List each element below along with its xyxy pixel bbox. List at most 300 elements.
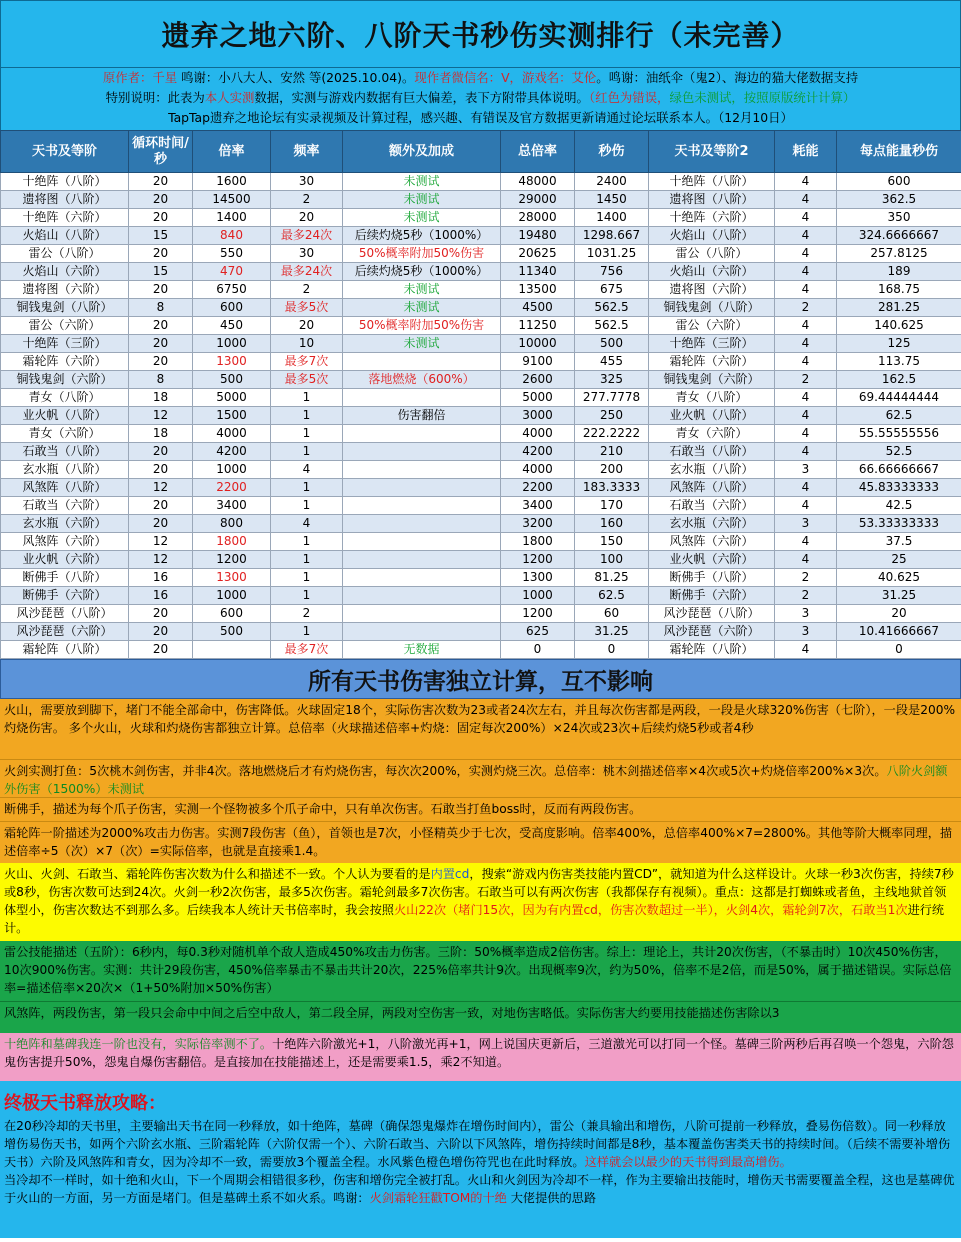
- table-row: [1, 587, 961, 605]
- cell-dps-per-energy: 25: [837, 551, 961, 569]
- cell-dps-per-energy: 362.5: [837, 191, 961, 209]
- table-row: [1, 497, 961, 515]
- cell-tome-2: 青女（八阶）: [649, 389, 775, 407]
- cell-multiplier: 1500: [193, 407, 271, 425]
- cell-dps-per-energy: 324.6666667: [837, 227, 961, 245]
- header-energy: 耗能: [775, 131, 837, 173]
- cell-multiplier: 1400: [193, 209, 271, 227]
- cell-multiplier: 1300: [193, 569, 271, 587]
- cell-dps: 100: [575, 551, 649, 569]
- cell-tome-2: 十绝阵（三阶）: [649, 335, 775, 353]
- cell-dps: 170: [575, 497, 649, 515]
- cell-multiplier: 3400: [193, 497, 271, 515]
- cell-frequency: 1: [271, 533, 343, 551]
- cell-tome-2: 风沙琵琶（六阶）: [649, 623, 775, 641]
- cell-energy: 4: [775, 281, 837, 299]
- cell-extra: [343, 587, 501, 605]
- cell-frequency: 1: [271, 587, 343, 605]
- note-huojian: [0, 759, 961, 797]
- note-internal-cd: [0, 863, 961, 941]
- legend-green: 绿色未测试，按照原版统计计算）: [669, 90, 856, 105]
- cell-total: 9100: [501, 353, 575, 371]
- cell-tome-2: 遗将图（六阶）: [649, 281, 775, 299]
- cell-total: 10000: [501, 335, 575, 353]
- header-frequency: 频率: [271, 131, 343, 173]
- cell-dps-per-energy: 45.83333333: [837, 479, 961, 497]
- cell-energy: 3: [775, 605, 837, 623]
- header-multiplier: 倍率: [193, 131, 271, 173]
- cell-tome-2: 业火帆（六阶）: [649, 551, 775, 569]
- cell-energy: 4: [775, 497, 837, 515]
- cell-tome: 遗将图（六阶）: [1, 281, 129, 299]
- cell-tome: 石敢当（八阶）: [1, 443, 129, 461]
- cell-tome-2: 十绝阵（六阶）: [649, 209, 775, 227]
- cell-frequency: 1: [271, 389, 343, 407]
- cell-cycle: 15: [129, 227, 193, 245]
- cell-dps: 1298.667: [575, 227, 649, 245]
- cell-tome: 火焰山（六阶）: [1, 263, 129, 281]
- cell-multiplier: 600: [193, 299, 271, 317]
- cell-tome-2: 遗将图（八阶）: [649, 191, 775, 209]
- cell-extra: 未测试: [343, 209, 501, 227]
- note-pink-untested: 十绝阵和墓碑我连一阶也没有，实际倍率测不了。: [4, 1037, 273, 1051]
- cell-tome: 火焰山（八阶）: [1, 227, 129, 245]
- table-row: [1, 443, 961, 461]
- cell-extra: 未测试: [343, 281, 501, 299]
- cell-cycle: 20: [129, 281, 193, 299]
- cell-extra: [343, 623, 501, 641]
- cell-total: 1200: [501, 551, 575, 569]
- cell-energy: 2: [775, 371, 837, 389]
- note-shuanglun: 霜轮阵一阶描述为2000%攻击力伤害。实测7段伤害（鱼），首领也是7次，小怪精英少于七次，受高度影响。倍率400%，总倍率400%×7=2800%。其他等阶大概率同理，描述倍率÷5（次）×7（次）=实际倍率，也就是直接乘1.4。: [0, 821, 961, 863]
- cell-total: 3400: [501, 497, 575, 515]
- cell-frequency: 最多7次: [271, 641, 343, 659]
- cell-dps-per-energy: 69.44444444: [837, 389, 961, 407]
- cell-multiplier: 4200: [193, 443, 271, 461]
- header-tome-2: 天书及等阶2: [649, 131, 775, 173]
- cell-dps: 62.5: [575, 587, 649, 605]
- cell-energy: 3: [775, 515, 837, 533]
- cell-tome: 石敢当（六阶）: [1, 497, 129, 515]
- note-duanfo: 断佛手，描述为每个爪子伤害，实测一个怪物被多个爪子命中，只有单次伤害。石敢当打鱼boss时，反而有两段伤害。: [0, 797, 961, 821]
- cell-energy: 4: [775, 533, 837, 551]
- cell-dps: 562.5: [575, 299, 649, 317]
- cell-energy: 4: [775, 173, 837, 191]
- note-leigong: 雷公技能描述（五阶）：6秒内，每0.3秒对随机单个敌人造成450%攻击力伤害。三阶：50%概率造成2倍伤害。综上：理论上，共计20次伤害，（不暴击时）10次450%伤害，10次900%伤害。实测：共计29段伤害，450%倍率暴击不暴击共计20次，225%倍率共计9次。出现概率9次，约为50%，倍率不是2倍，而是50%，属于描述错误。实际总倍率=描述倍率×20次×（1+50%附加×50%伤害）: [0, 941, 961, 1001]
- cell-extra: 50%概率附加50%伤害: [343, 245, 501, 263]
- cell-tome: 风煞阵（八阶）: [1, 479, 129, 497]
- cell-extra: 落地燃烧（600%）: [343, 371, 501, 389]
- cell-multiplier: 1800: [193, 533, 271, 551]
- cell-tome-2: 玄水瓶（八阶）: [649, 461, 775, 479]
- cell-cycle: 8: [129, 371, 193, 389]
- current-author: 现作者微信名：V，游戏名：艾伦: [414, 70, 597, 85]
- cell-extra: [343, 605, 501, 623]
- cell-dps: 562.5: [575, 317, 649, 335]
- table-row: [1, 533, 961, 551]
- cell-dps: 1450: [575, 191, 649, 209]
- cell-frequency: 最多24次: [271, 263, 343, 281]
- cell-dps: 200: [575, 461, 649, 479]
- cell-frequency: 2: [271, 605, 343, 623]
- legend-red: （红色为错误，: [588, 90, 670, 105]
- cell-energy: 4: [775, 407, 837, 425]
- cell-extra: 50%概率附加50%伤害: [343, 317, 501, 335]
- cell-dps: 1031.25: [575, 245, 649, 263]
- cell-dps-per-energy: 0: [837, 641, 961, 659]
- cell-cycle: 20: [129, 191, 193, 209]
- note-pink-text: 十绝阵六阶激光+1，八阶激光再+1，网上说国庆更新后，三道激光可以打同一个怪。墓碑三阶两秒后再召唤一个怨鬼，六阶怨鬼伤害提升50%，怨鬼自爆伤害翻倍。是直接加在技能描述上，还是需要乘1.5，乘2不知道。: [4, 1037, 954, 1069]
- cell-extra: 伤害翻倍: [343, 407, 501, 425]
- table-row: [1, 335, 961, 353]
- cell-extra: 后续灼烧5秒（1000%）: [343, 227, 501, 245]
- cell-dps-per-energy: 281.25: [837, 299, 961, 317]
- cell-tome: 玄水瓶（六阶）: [1, 515, 129, 533]
- header-extra: 额外及加成: [343, 131, 501, 173]
- note-huojian-text: 火剑实测打鱼：5次桃木剑伤害，并非4次。落地燃烧后才有灼烧伤害，每次次200%，实测灼烧三次。总倍率：桃木剑描述倍率×4次或5次+灼烧倍率200%×3次。: [4, 764, 887, 778]
- cell-multiplier: 6750: [193, 281, 271, 299]
- cell-dps: 160: [575, 515, 649, 533]
- cell-total: 4000: [501, 425, 575, 443]
- table-row: [1, 605, 961, 623]
- cell-cycle: 16: [129, 587, 193, 605]
- cell-energy: 4: [775, 389, 837, 407]
- cell-extra: 未测试: [343, 173, 501, 191]
- cell-dps-per-energy: 53.33333333: [837, 515, 961, 533]
- cell-dps: 250: [575, 407, 649, 425]
- cell-frequency: 最多5次: [271, 371, 343, 389]
- cell-extra: [343, 497, 501, 515]
- cell-total: 48000: [501, 173, 575, 191]
- table-row: [1, 623, 961, 641]
- cell-extra: [343, 551, 501, 569]
- cell-extra: [343, 461, 501, 479]
- note-cd-text-2: ，搜索“游戏内伤害类技能内置CD”，就知道为什么这样设计。火球一秒3次伤害，持续7秒或8秒，伤害次数可达到24次。火剑一秒2次伤害，最多5次伤害。霜轮剑最多7次伤害。石敢当可以有两次伤害（我都保存有视频）。重点：这都是打蜘蛛或者鱼，主线地狱首领体型小，伤害次数达不到那么多。后续我本人统计天书倍率时，我会按照: [4, 867, 954, 917]
- cell-cycle: 20: [129, 497, 193, 515]
- note-cd-counts: 火山22次（堵门15次，因为有内置cd，伤害次数超过一半），火剑4次，霜轮剑7次，石敢当1次: [394, 903, 908, 917]
- cell-tome: 十绝阵（八阶）: [1, 173, 129, 191]
- cell-dps: 756: [575, 263, 649, 281]
- cell-frequency: 2: [271, 191, 343, 209]
- cell-dps: 675: [575, 281, 649, 299]
- table-row: [1, 227, 961, 245]
- cell-multiplier: 1200: [193, 551, 271, 569]
- cell-cycle: 18: [129, 389, 193, 407]
- cell-total: 20625: [501, 245, 575, 263]
- cell-dps: 222.2222: [575, 425, 649, 443]
- cell-dps-per-energy: 168.75: [837, 281, 961, 299]
- cell-dps-per-energy: 257.8125: [837, 245, 961, 263]
- cell-tome: 雷公（八阶）: [1, 245, 129, 263]
- table-row: [1, 353, 961, 371]
- page-title: 遗弃之地六阶、八阶天书秒伤实测排行（未完善）: [0, 0, 961, 68]
- cell-tome-2: 铜钱鬼剑（六阶）: [649, 371, 775, 389]
- cell-cycle: 15: [129, 263, 193, 281]
- cell-tome-2: 火焰山（六阶）: [649, 263, 775, 281]
- cell-total: 1800: [501, 533, 575, 551]
- table-header-row: [1, 131, 961, 173]
- cell-extra: [343, 425, 501, 443]
- header-cycle: 循环时间/秒: [129, 131, 193, 173]
- cell-energy: 2: [775, 569, 837, 587]
- cell-tome: 十绝阵（三阶）: [1, 335, 129, 353]
- cell-frequency: 1: [271, 497, 343, 515]
- cell-energy: 4: [775, 263, 837, 281]
- cell-frequency: 1: [271, 425, 343, 443]
- cell-total: 11250: [501, 317, 575, 335]
- cell-cycle: 8: [129, 299, 193, 317]
- table-row: [1, 569, 961, 587]
- table-row: [1, 191, 961, 209]
- cell-multiplier: 1300: [193, 353, 271, 371]
- cell-tome-2: 铜钱鬼剑（八阶）: [649, 299, 775, 317]
- cell-multiplier: 450: [193, 317, 271, 335]
- cell-dps-per-energy: 40.625: [837, 569, 961, 587]
- cell-total: 3000: [501, 407, 575, 425]
- cell-frequency: 最多7次: [271, 353, 343, 371]
- cell-total: 1200: [501, 605, 575, 623]
- cell-extra: 未测试: [343, 335, 501, 353]
- cell-frequency: 1: [271, 407, 343, 425]
- header-total: 总倍率: [501, 131, 575, 173]
- cell-multiplier: 800: [193, 515, 271, 533]
- cell-tome: 风沙琵琶（八阶）: [1, 605, 129, 623]
- cell-total: 19480: [501, 227, 575, 245]
- cell-extra: 后续灼烧5秒（1000%）: [343, 263, 501, 281]
- cell-tome-2: 青女（六阶）: [649, 425, 775, 443]
- ranking-table: [0, 130, 961, 659]
- cell-dps: 81.25: [575, 569, 649, 587]
- table-row: [1, 407, 961, 425]
- table-row: [1, 263, 961, 281]
- cell-dps-per-energy: 113.75: [837, 353, 961, 371]
- cell-dps: 2400: [575, 173, 649, 191]
- cell-frequency: 10: [271, 335, 343, 353]
- note-shijue-mubei: [0, 1033, 961, 1081]
- cell-total: 625: [501, 623, 575, 641]
- cell-dps-per-energy: 42.5: [837, 497, 961, 515]
- cell-tome-2: 石敢当（八阶）: [649, 443, 775, 461]
- cell-total: 29000: [501, 191, 575, 209]
- cell-tome-2: 雷公（八阶）: [649, 245, 775, 263]
- cell-dps-per-energy: 600: [837, 173, 961, 191]
- table-row: [1, 389, 961, 407]
- cell-dps-per-energy: 31.25: [837, 587, 961, 605]
- table-row: [1, 281, 961, 299]
- cell-energy: 4: [775, 245, 837, 263]
- cell-extra: [343, 353, 501, 371]
- cell-frequency: 4: [271, 461, 343, 479]
- cell-dps: 183.3333: [575, 479, 649, 497]
- cell-tome-2: 霜轮阵（六阶）: [649, 353, 775, 371]
- cell-cycle: 12: [129, 533, 193, 551]
- cell-cycle: 20: [129, 605, 193, 623]
- cell-dps: 500: [575, 335, 649, 353]
- cell-total: 28000: [501, 209, 575, 227]
- cell-tome-2: 风煞阵（六阶）: [649, 533, 775, 551]
- cell-extra: [343, 515, 501, 533]
- cell-dps-per-energy: 66.66666667: [837, 461, 961, 479]
- cell-tome-2: 业火帆（八阶）: [649, 407, 775, 425]
- forum-line: TapTap遗弃之地论坛有实录视频及计算过程，感兴趣、有错误及官方数据更新请通过论坛联系本人。（12月10日）: [168, 110, 793, 125]
- cell-energy: 2: [775, 299, 837, 317]
- cell-dps-per-energy: 20: [837, 605, 961, 623]
- cell-tome: 业火帆（六阶）: [1, 551, 129, 569]
- cell-frequency: 1: [271, 569, 343, 587]
- cell-multiplier: 1000: [193, 335, 271, 353]
- table-row: [1, 551, 961, 569]
- note-huojian-untested: 八阶火剑额外伤害（1500%）未测试: [4, 764, 948, 796]
- cell-tome-2: 风煞阵（八阶）: [649, 479, 775, 497]
- cell-extra: [343, 389, 501, 407]
- cell-multiplier: 5000: [193, 389, 271, 407]
- cell-tome-2: 十绝阵（八阶）: [649, 173, 775, 191]
- table-row: [1, 173, 961, 191]
- cell-frequency: 1: [271, 623, 343, 641]
- cell-multiplier: 600: [193, 605, 271, 623]
- cell-total: 13500: [501, 281, 575, 299]
- info-section: [0, 68, 961, 130]
- cell-tome: 风沙琵琶（六阶）: [1, 623, 129, 641]
- cell-tome: 铜钱鬼剑（八阶）: [1, 299, 129, 317]
- cell-dps: 0: [575, 641, 649, 659]
- cell-dps-per-energy: 10.41666667: [837, 623, 961, 641]
- cell-cycle: 20: [129, 317, 193, 335]
- cell-energy: 4: [775, 353, 837, 371]
- cell-frequency: 20: [271, 317, 343, 335]
- cell-extra: [343, 569, 501, 587]
- cell-frequency: 2: [271, 281, 343, 299]
- guide-paragraph-1: [4, 1117, 957, 1171]
- cell-dps: 325: [575, 371, 649, 389]
- cell-tome: 遗将图（八阶）: [1, 191, 129, 209]
- cell-frequency: 1: [271, 443, 343, 461]
- cell-dps-per-energy: 52.5: [837, 443, 961, 461]
- guide-p2-text: 当冷却不一样时，如十绝和火山，下一个周期会相错很多秒，伤害和增伤完全被打乱。火山和火剑因为冷却不一样，作为主要输出技能时，增伤天书需要覆盖全程，这也是墓碑优于火山的一方面，另一方面是堵门。但是墓碑土系不如火系。鸣谢：: [4, 1173, 955, 1205]
- note-text: 特别说明：此表为: [105, 90, 205, 105]
- cell-cycle: 20: [129, 641, 193, 659]
- original-author: 原作者：千星: [102, 70, 178, 85]
- cell-tome-2: 断佛手（六阶）: [649, 587, 775, 605]
- cell-cycle: 12: [129, 551, 193, 569]
- cell-energy: 4: [775, 191, 837, 209]
- header-dps-per-energy: 每点能量秒伤: [837, 131, 961, 173]
- guide-p1-highlight: 这样就会以最少的天书得到最高增伤。: [584, 1155, 792, 1169]
- cell-tome-2: 玄水瓶（六阶）: [649, 515, 775, 533]
- cell-frequency: 最多5次: [271, 299, 343, 317]
- cell-energy: 2: [775, 587, 837, 605]
- note-huoshan: 火山，需要放到脚下，堵门不能全部命中，伤害降低。火球固定18个，实际伤害次数为23或者24次左右，并且每次伤害都是两段，一段是火球320%伤害（七阶），一段是200%灼烧伤害。 多个火山，火球和灼烧伤害都独立计算。总倍率（火球描述倍率+灼烧：固定每次200%）×24次或23次+后续灼烧5秒或者4秒: [0, 699, 961, 759]
- cell-tome-2: 霜轮阵（八阶）: [649, 641, 775, 659]
- cell-tome: 玄水瓶（八阶）: [1, 461, 129, 479]
- cell-dps-per-energy: 62.5: [837, 407, 961, 425]
- table-row: [1, 299, 961, 317]
- cell-dps-per-energy: 140.625: [837, 317, 961, 335]
- cell-cycle: 20: [129, 335, 193, 353]
- cell-multiplier: 500: [193, 623, 271, 641]
- cell-tome: 十绝阵（六阶）: [1, 209, 129, 227]
- cell-dps-per-energy: 125: [837, 335, 961, 353]
- header-dps: 秒伤: [575, 131, 649, 173]
- table-row: [1, 317, 961, 335]
- cell-extra: 未测试: [343, 191, 501, 209]
- thanks-text-2: 。鸣谢：油纸伞（鬼2）、海边的猫大佬数据支持: [596, 70, 859, 85]
- note-cd-text: 火山、火剑、石敢当、霜轮阵伤害次数为什么和描述不一致。个人认为要看的是: [4, 867, 431, 881]
- cell-tome: 断佛手（八阶）: [1, 569, 129, 587]
- release-guide: [0, 1081, 961, 1238]
- special-note-line: [1, 88, 960, 108]
- cell-total: 3200: [501, 515, 575, 533]
- cell-tome: 青女（六阶）: [1, 425, 129, 443]
- cell-total: 4000: [501, 461, 575, 479]
- cell-energy: 4: [775, 425, 837, 443]
- cell-multiplier: 4000: [193, 425, 271, 443]
- cell-multiplier: 550: [193, 245, 271, 263]
- cell-tome-2: 雷公（六阶）: [649, 317, 775, 335]
- cell-tome-2: 断佛手（八阶）: [649, 569, 775, 587]
- note-fengsha: 风煞阵，两段伤害，第一段只会命中中间之后空中敌人，第二段全屏，两段对空伤害一致，对地伤害略低。实际伤害大约要用技能描述伤害除以3: [0, 1001, 961, 1033]
- cell-dps-per-energy: 189: [837, 263, 961, 281]
- guide-paragraph-2: [4, 1171, 957, 1207]
- cell-total: 11340: [501, 263, 575, 281]
- guide-p1-text: 在20秒冷却的天书里，主要输出天书在同一秒释放，如十绝阵，墓碑（确保怨鬼爆炸在增伤时间内），雷公（兼具输出和增伤，八阶可提前一秒释放，叠易伤倍数）。同一秒释放增伤易伤天书，如两个六阶玄水瓶、三阶霜轮阵（六阶仅需一个）、六阶石敢当、六阶以下风煞阵，增伤持续时间都是8秒，基本覆盖伤害类天书的持续时间。（后续不需要补增伤天书）六阶及风煞阵和青女，因为冷却不一致，需要放3个覆盖全程。水风紫色橙色增伤符咒也在此时释放。: [4, 1119, 951, 1169]
- header-tome: 天书及等阶: [1, 131, 129, 173]
- cell-dps: 31.25: [575, 623, 649, 641]
- cell-total: 1000: [501, 587, 575, 605]
- guide-heading: 终极天书释放攻略：: [4, 1093, 166, 1114]
- cell-cycle: 20: [129, 461, 193, 479]
- cell-energy: 3: [775, 623, 837, 641]
- table-row: [1, 425, 961, 443]
- cell-tome: 断佛手（六阶）: [1, 587, 129, 605]
- cell-extra: 无数据: [343, 641, 501, 659]
- cell-frequency: 30: [271, 173, 343, 191]
- cell-dps: 60: [575, 605, 649, 623]
- cell-total: 2600: [501, 371, 575, 389]
- cell-energy: 4: [775, 551, 837, 569]
- cell-total: 4500: [501, 299, 575, 317]
- cell-dps: 210: [575, 443, 649, 461]
- cell-dps: 455: [575, 353, 649, 371]
- note-highlight: 本人实测: [204, 90, 255, 105]
- table-body: [1, 173, 961, 659]
- cell-energy: 4: [775, 479, 837, 497]
- cell-tome: 风煞阵（六阶）: [1, 533, 129, 551]
- cell-frequency: 30: [271, 245, 343, 263]
- table-row: [1, 371, 961, 389]
- cell-cycle: 20: [129, 209, 193, 227]
- table-row: [1, 209, 961, 227]
- cell-energy: 3: [775, 461, 837, 479]
- cell-cycle: 20: [129, 515, 193, 533]
- note-cd-keyword: 内置cd: [430, 867, 470, 881]
- guide-p2-credit: 火剑霜轮狂戳TOM的十绝: [369, 1191, 507, 1205]
- thanks-text: 鸣谢：小八大人、安然 等(2025.10.04)。: [177, 70, 415, 85]
- cell-dps-per-energy: 55.55555556: [837, 425, 961, 443]
- cell-tome: 雷公（六阶）: [1, 317, 129, 335]
- cell-tome-2: 石敢当（六阶）: [649, 497, 775, 515]
- cell-multiplier: 500: [193, 371, 271, 389]
- cell-tome-2: 风沙琵琶（八阶）: [649, 605, 775, 623]
- cell-tome: 铜钱鬼剑（六阶）: [1, 371, 129, 389]
- cell-energy: 4: [775, 317, 837, 335]
- cell-energy: 4: [775, 641, 837, 659]
- cell-extra: [343, 533, 501, 551]
- cell-cycle: 20: [129, 353, 193, 371]
- cell-total: 2200: [501, 479, 575, 497]
- table-row: [1, 641, 961, 659]
- cell-extra: [343, 479, 501, 497]
